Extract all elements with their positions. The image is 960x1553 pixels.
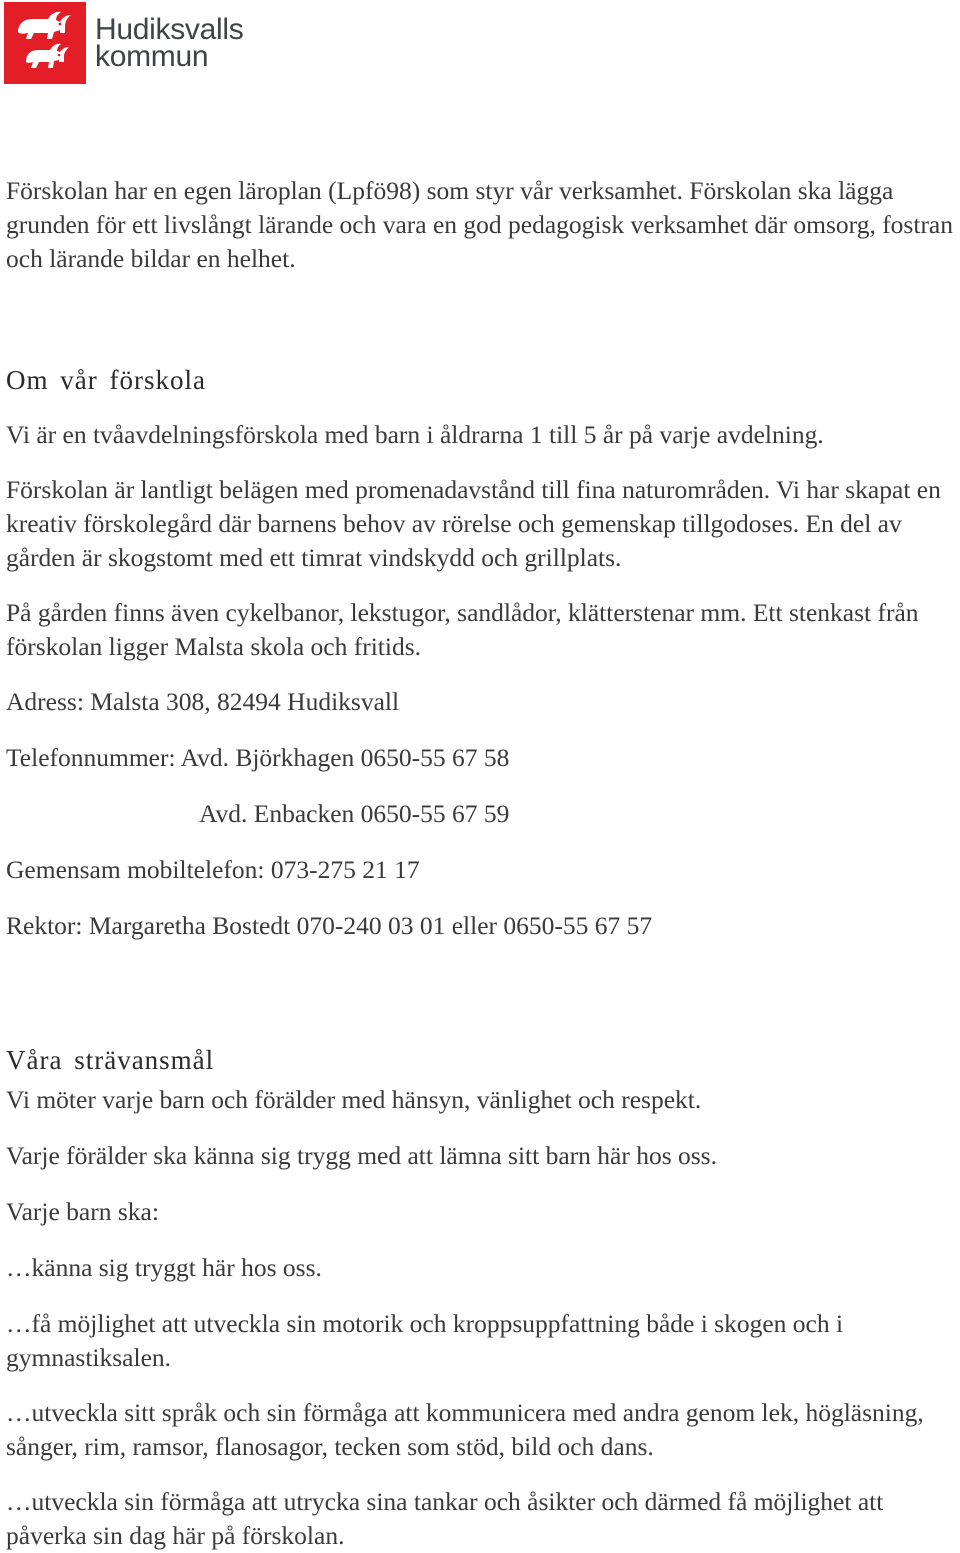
logo-line-2: kommun bbox=[95, 40, 209, 73]
goal-item: …få möjlighet att utveckla sin motorik och kroppsuppfattning både i skogen och i gymnastiksalen. bbox=[6, 1309, 844, 1372]
goal-paragraph-3: Varje barn ska: bbox=[6, 1197, 159, 1226]
goal-item: …känna sig tryggt här hos oss. bbox=[6, 1253, 322, 1282]
goat-crest-icon bbox=[4, 2, 86, 84]
heading-stravansmal: Våra strävansmål bbox=[6, 1045, 215, 1075]
phone-line-2: Avd. Enbacken 0650-55 67 59 bbox=[199, 799, 510, 828]
goal-item: …utveckla sitt språk och sin förmåga att kommunicera med andra genom lek, högläsning, sånger, rim, ramsor, flanosagor, tecken som stöd, bild och dans. bbox=[6, 1398, 924, 1461]
om-paragraph-1: Vi är en tvåavdelningsförskola med barn i åldrarna 1 till 5 år på varje avdelning. bbox=[6, 420, 824, 449]
mobile-line: Gemensam mobiltelefon: 073-275 21 17 bbox=[6, 855, 420, 884]
logo-line-1: Hudiksvalls bbox=[95, 13, 244, 46]
document-body bbox=[6, 174, 960, 1553]
goal-paragraph-1: Vi möter varje barn och förälder med hänsyn, vänlighet och respekt. bbox=[6, 1085, 702, 1114]
municipality-logo bbox=[4, 2, 243, 84]
address-line: Adress: Malsta 308, 82494 Hudiksvall bbox=[6, 687, 400, 716]
om-paragraph-2: Förskolan är lantligt belägen med promenadavstånd till fina naturområden. Vi har skapat en kreativ förskolegård där barnens behov av rörelse och gemenskap tillgodoses. En del av gården är skogstomt med ett timrat vindskydd och grillplats. bbox=[6, 475, 941, 572]
phone-line-1: Telefonnummer: Avd. Björkhagen 0650-55 67 58 bbox=[6, 743, 510, 772]
om-paragraph-3: På gården finns även cykelbanor, lekstugor, sandlådor, klätterstenar mm. Ett stenkast från förskolan ligger Malsta skola och fritids. bbox=[6, 598, 919, 661]
goal-item: …utveckla sin förmåga att utrycka sina tankar och åsikter och därmed få möjlighet att påverka sin dag här på förskolan. bbox=[6, 1487, 884, 1550]
logo-wordmark bbox=[95, 13, 244, 73]
intro-paragraph: Förskolan har en egen läroplan (Lpfö98) som styr vår verksamhet. Förskolan ska lägga grunden för ett livslångt lärande och vara en god pedagogisk verksamhet där omsorg, fostran och lärande bildar en helhet. bbox=[6, 176, 953, 273]
goal-paragraph-2: Varje förälder ska känna sig trygg med att lämna sitt barn här hos oss. bbox=[6, 1141, 717, 1170]
heading-om-forskola: Om vår förskola bbox=[6, 365, 206, 395]
principal-line: Rektor: Margaretha Bostedt 070-240 03 01 eller 0650-55 67 57 bbox=[6, 911, 653, 940]
